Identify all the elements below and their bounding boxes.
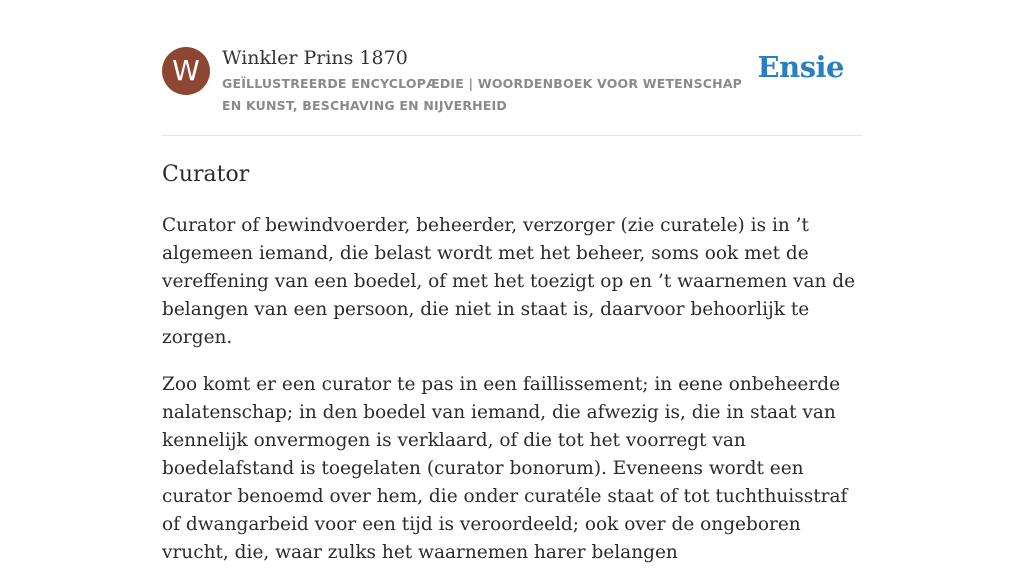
header-divider	[162, 135, 862, 136]
article-body	[162, 212, 862, 586]
source-title[interactable]: Winkler Prins 1870	[222, 47, 408, 69]
article-paragraph: Zoo komt er een curator te pas in een faillissement; in eene onbeheerde nalatenschap; in den boedel van iemand, die afwezig is, die in staat van kennelijk onvermogen is verklaard, of die tot het voorregt van boedelafstand is toegelaten (curator bonorum). Eveneens wordt een curator benoemd over hem, die onder curatéle staat of tot tuchthuisstraf of dwangarbeid voor een tijd is veroordeeld; ook over de ongeboren vrucht, die, waar zulks het waarnemen harer belangen	[162, 374, 848, 563]
article-title: Curator	[162, 162, 250, 187]
article-paragraph: Curator of bewindvoerder, beheerder, verzorger (zie curatele) is in ’t algemeen iemand, die belast wordt met het beheer, soms ook met de vereffening van een boedel, of met het toezigt op en ’t waarnemen van de belangen van een persoon, die niet in staat is, daarvoor behoorlijk te zorgen.	[162, 215, 856, 348]
source-subtitle: GEÏLLUSTREERDE ENCYCLOPÆDIE | WOORDENBOEK VOOR WETENSCHAP EN KUNST, BESCHAVING EN NIJVERHEID	[222, 76, 743, 113]
ensie-logo[interactable]: Ensie	[757, 50, 844, 84]
page-header	[162, 46, 862, 126]
source-avatar[interactable]: W	[162, 47, 210, 95]
